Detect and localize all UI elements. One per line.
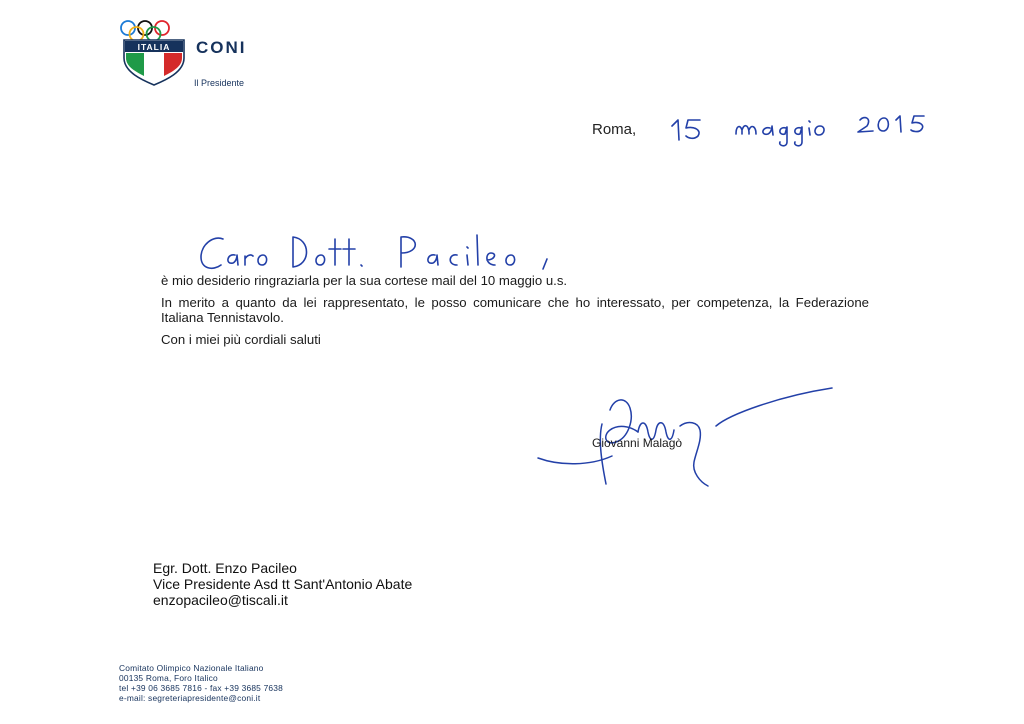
handwritten-date xyxy=(648,104,948,148)
date-city: Roma, xyxy=(592,121,637,138)
italia-shield-icon xyxy=(122,38,186,86)
addressee-role: Vice Presidente Asd tt Sant'Antonio Abate xyxy=(153,576,413,592)
body-paragraph: In merito a quanto da lei rappresentato, le posso comunicare che ho interessato, per competenza, la Federazione Italiana Tennistavolo. xyxy=(161,295,869,325)
handwritten-signature xyxy=(530,380,850,490)
body-paragraph: è mio desiderio ringraziarla per la sua cortese mail del 10 maggio u.s. xyxy=(161,273,568,288)
addressee-name: Egr. Dott. Enzo Pacileo xyxy=(153,560,297,576)
addressee-email: enzopacileo@tiscali.it xyxy=(153,592,288,608)
footer-organization: Comitato Olimpico Nazionale Italiano xyxy=(119,663,264,673)
footer-phone-fax: tel +39 06 3685 7816 - fax +39 3685 7638 xyxy=(119,683,284,693)
brand-name: CONI xyxy=(196,38,247,57)
signer-name: Giovanni Malagò xyxy=(592,436,683,450)
closing-line: Con i miei più cordiali saluti xyxy=(161,332,321,347)
footer-address: 00135 Roma, Foro Italico xyxy=(119,673,218,683)
shield-text: ITALIA xyxy=(137,42,171,52)
footer-email: e-mail: segreteriapresidente@coni.it xyxy=(119,693,261,703)
letterhead-title: Il Presidente xyxy=(194,78,245,88)
